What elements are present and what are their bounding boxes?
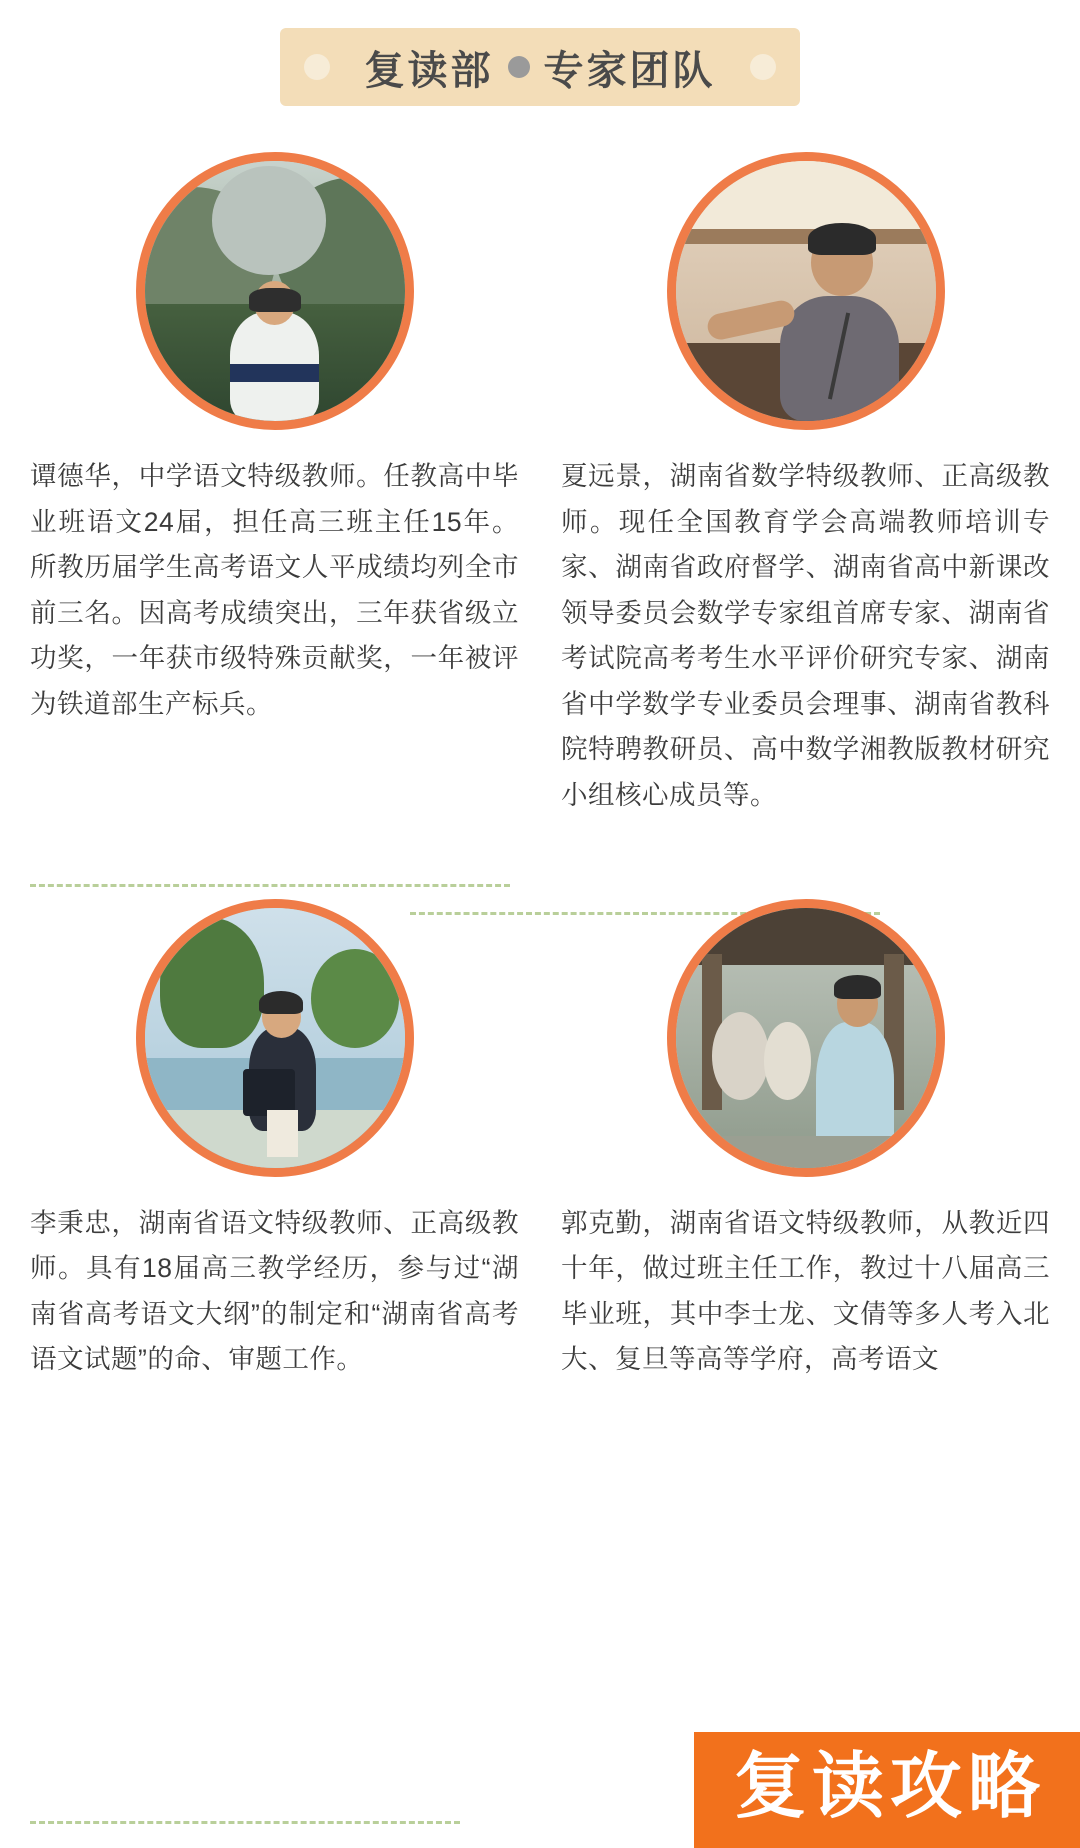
section-divider <box>30 884 510 887</box>
expert-card <box>30 152 519 819</box>
header-banner-area <box>0 0 1080 106</box>
page-title-right: 专家团队 <box>543 48 716 93</box>
footer-tag: 复读攻略 <box>694 1732 1080 1848</box>
expert-bio: 谭德华，中学语文特级教师。任教高中毕业班语文24届，担任高三班主任15年。所教历届学生高考语文人平成绩均列全市前三名。因高考成绩突出，三年获省级立功奖，一年获市级特殊贡献奖，一年被评为铁道部生产标兵。 <box>30 461 519 719</box>
section-divider <box>30 1821 460 1824</box>
expert-card <box>561 152 1050 819</box>
portrait-tan-dehua <box>136 152 414 430</box>
portrait-li-bingzhong <box>136 899 414 1177</box>
portrait-xia-yuanjing <box>667 152 945 430</box>
expert-bio: 郭克勤，湖南省语文特级教师，从教近四十年，做过班主任工作，教过十八届高三毕业班，其中李士龙、文倩等多人考入北大、复旦等高等学府，高考语文 <box>561 1207 1050 1375</box>
portrait-illustration <box>145 908 405 1168</box>
expert-bio: 李秉忠，湖南省语文特级教师、正高级教师。具有18届高三教学经历，参与过“湖南省高考语文大纲”的制定和“湖南省高考语文试题”的命、审题工作。 <box>30 1207 519 1375</box>
photo-wrapper <box>561 152 1050 430</box>
portrait-illustration <box>676 161 936 421</box>
portrait-guo-keqin <box>667 899 945 1177</box>
dot-icon <box>508 56 530 78</box>
expert-card <box>30 899 519 1383</box>
title-banner <box>280 28 800 106</box>
photo-wrapper <box>30 899 519 1177</box>
photo-wrapper <box>30 152 519 430</box>
portrait-illustration <box>145 161 405 421</box>
expert-card <box>561 899 1050 1383</box>
expert-grid <box>0 899 1080 1383</box>
photo-wrapper <box>561 899 1050 1177</box>
page-title-left: 复读部 <box>364 48 494 93</box>
expert-bio: 夏远景，湖南省数学特级教师、正高级教师。现任全国教育学会高端教师培训专家、湖南省政府督学、湖南省高中新课改领导委员会数学专家组首席专家、湖南省考试院高考考生水平评价研究专家、湖南省中学数学专业委员会理事、湖南省教科院特聘教研员、高中数学湘教版教材研究小组核心成员等。 <box>561 461 1050 811</box>
title-banner-content <box>365 39 716 96</box>
expert-grid <box>0 152 1080 819</box>
portrait-illustration <box>676 908 936 1168</box>
